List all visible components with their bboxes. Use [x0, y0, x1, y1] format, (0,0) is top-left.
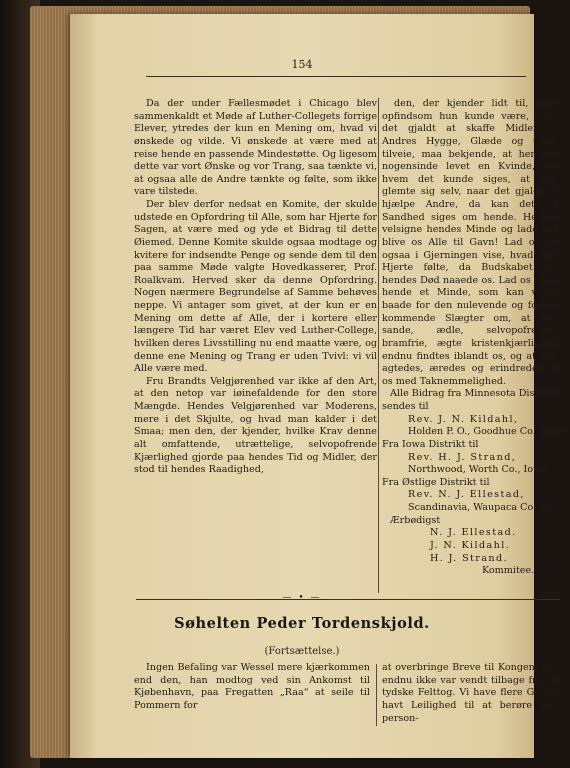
story-subtitle: (Fortsættelse.) [264, 646, 340, 657]
contact-line: Fra Østlige Distrikt til [382, 476, 490, 488]
contact-line: sendes til [382, 401, 429, 412]
contact-line: Rev. H. J. Strand, [408, 451, 517, 463]
contact-line: Holden P. O., Goodhue Co., Minn. [408, 426, 570, 438]
story-column-divider [376, 664, 377, 726]
section-ornament: — • — [282, 593, 322, 603]
story-left-column [134, 662, 370, 713]
right-column [382, 98, 570, 578]
contact-line: Scandinavia, Waupaca Co., Wis. [408, 502, 564, 513]
contact-line: Alle Bidrag fra Minnesota Distriktet [390, 388, 566, 400]
header-rule [146, 76, 526, 77]
story-left-paragraph: Ingen Befaling var Wessel mere kjærkommen end den, han modtog ved sin Ankomst til Kjøbenhavn, paa Fregatten „Raa“ at seile til Pommern for [134, 662, 370, 711]
contact-line: Rev. J. N. Kildahl, [408, 413, 519, 425]
story-right-column [382, 662, 558, 725]
contact-line: H. J. Strand. [430, 552, 508, 564]
left-column-paragraph: Der blev derfor nedsat en Komite, der skulde udstede en Opfordring til Alle, som har Hjerte for Sagen, at være med og yde et Bidrag til dette Øiemed. Denne Komite skulde ogsaa modtage og kvitere for indsendte Penge og sende dem til den paa samme Møde valgte Hovedkasserer, Prof. Roalkvam. Herved sker da denne Opfordring. Nogen nærmere Begrundelse af Samme behøves neppe. Vi antager som givet, at der kun er en Mening om dette af Alle, der i kortere eller længere Tid har været Elev ved Luther-College, hvilken deres Livsstilling nu end maatte være, og denne ene Mening og Trang er uden Tvivl: vi vil Alle være med. [134, 199, 377, 375]
contact-line: Kommitee. [482, 565, 535, 577]
contact-line: N. J. Ellestad. [430, 527, 517, 539]
contact-line: Northwood, Worth Co., Iowa. [408, 464, 551, 476]
right-column-paragraph: den, der kjender lidt til, hvor opfindsom hun kunde være, naar det gjaldt at skaffe Midler til Andres Hygge, Glæde og Gavn tilveie, maa bekjende, at her der nogensinde levet en Kvinde, om hvem det kunde siges, at hun glemte sig selv, naar det gjaldt at hjælpe Andre, da kan dette i Sandhed siges om hende. Herren velsigne hendes Minde og lade det blive os Alle til Gavn! Lad os nu ogsaa i Gjerningen vise, hvad vort Hjerte følte, da Budskabet om hendes Død naaede os. Lad os reise hende et Minde, som kan vidne baade for den nulevende og for de kommende Slægter om, at den sande, ædle, selvopofrende, bramfrie, ægte kristenkjærlighed endnu findtes iblandt os, og at den agtedes, æredes og erindredes af os med Taknemmelighed. [382, 98, 558, 387]
left-column [134, 98, 377, 477]
story-title: Søhelten Peder Tordenskjold. [174, 615, 430, 632]
page-number: 154 [291, 58, 313, 71]
contact-line: Ærbødigst [390, 514, 441, 526]
left-column-paragraph: Fru Brandts Velgjørenhed var ikke af den Art, at den netop var iøinefaldende for den store Mængde. Hendes Velgjørenhed var Moderens, mere i det Skjulte, og hvad man kalder i det Smaa; men den, der kjender, hvilke Krav denne alt omfattende, utrættelige, selvopofrende Kjærlighed gjorde paa hendes Tid og Midler, der stod til hendes Raadighed, [134, 375, 377, 476]
contact-line: Rev. N. J. Ellestad, [408, 489, 525, 501]
left-column-paragraph: Da der under Fællesmødet i Chicago blev sammenkaldt et Møde af Luther-Collegets forrige Elever, ytredes der kun en Mening om, hvad vi ønskede og vilde. Vi ønskede at være med at reise hende en passende Mindestøtte. Og ligesom dette var vort Ønske og vor Trang, saa tænkte vi, at ogsaa alle de Andre tænkte og følte, som ikke vare tilstede. [134, 98, 377, 198]
contact-line: Fra Iowa Distrikt til [382, 438, 479, 450]
contact-line: J. N. Kildahl. [430, 539, 511, 551]
contact-list [382, 388, 570, 577]
column-divider [378, 98, 379, 593]
story-right-paragraph: at overbringe Breve til Kongen, der endnu ikke var vendt tilbage fra sit tydske Felttog. Vi have flere Gange havt Leilighed til at berøre den person- [382, 662, 558, 724]
book-page [70, 14, 570, 758]
